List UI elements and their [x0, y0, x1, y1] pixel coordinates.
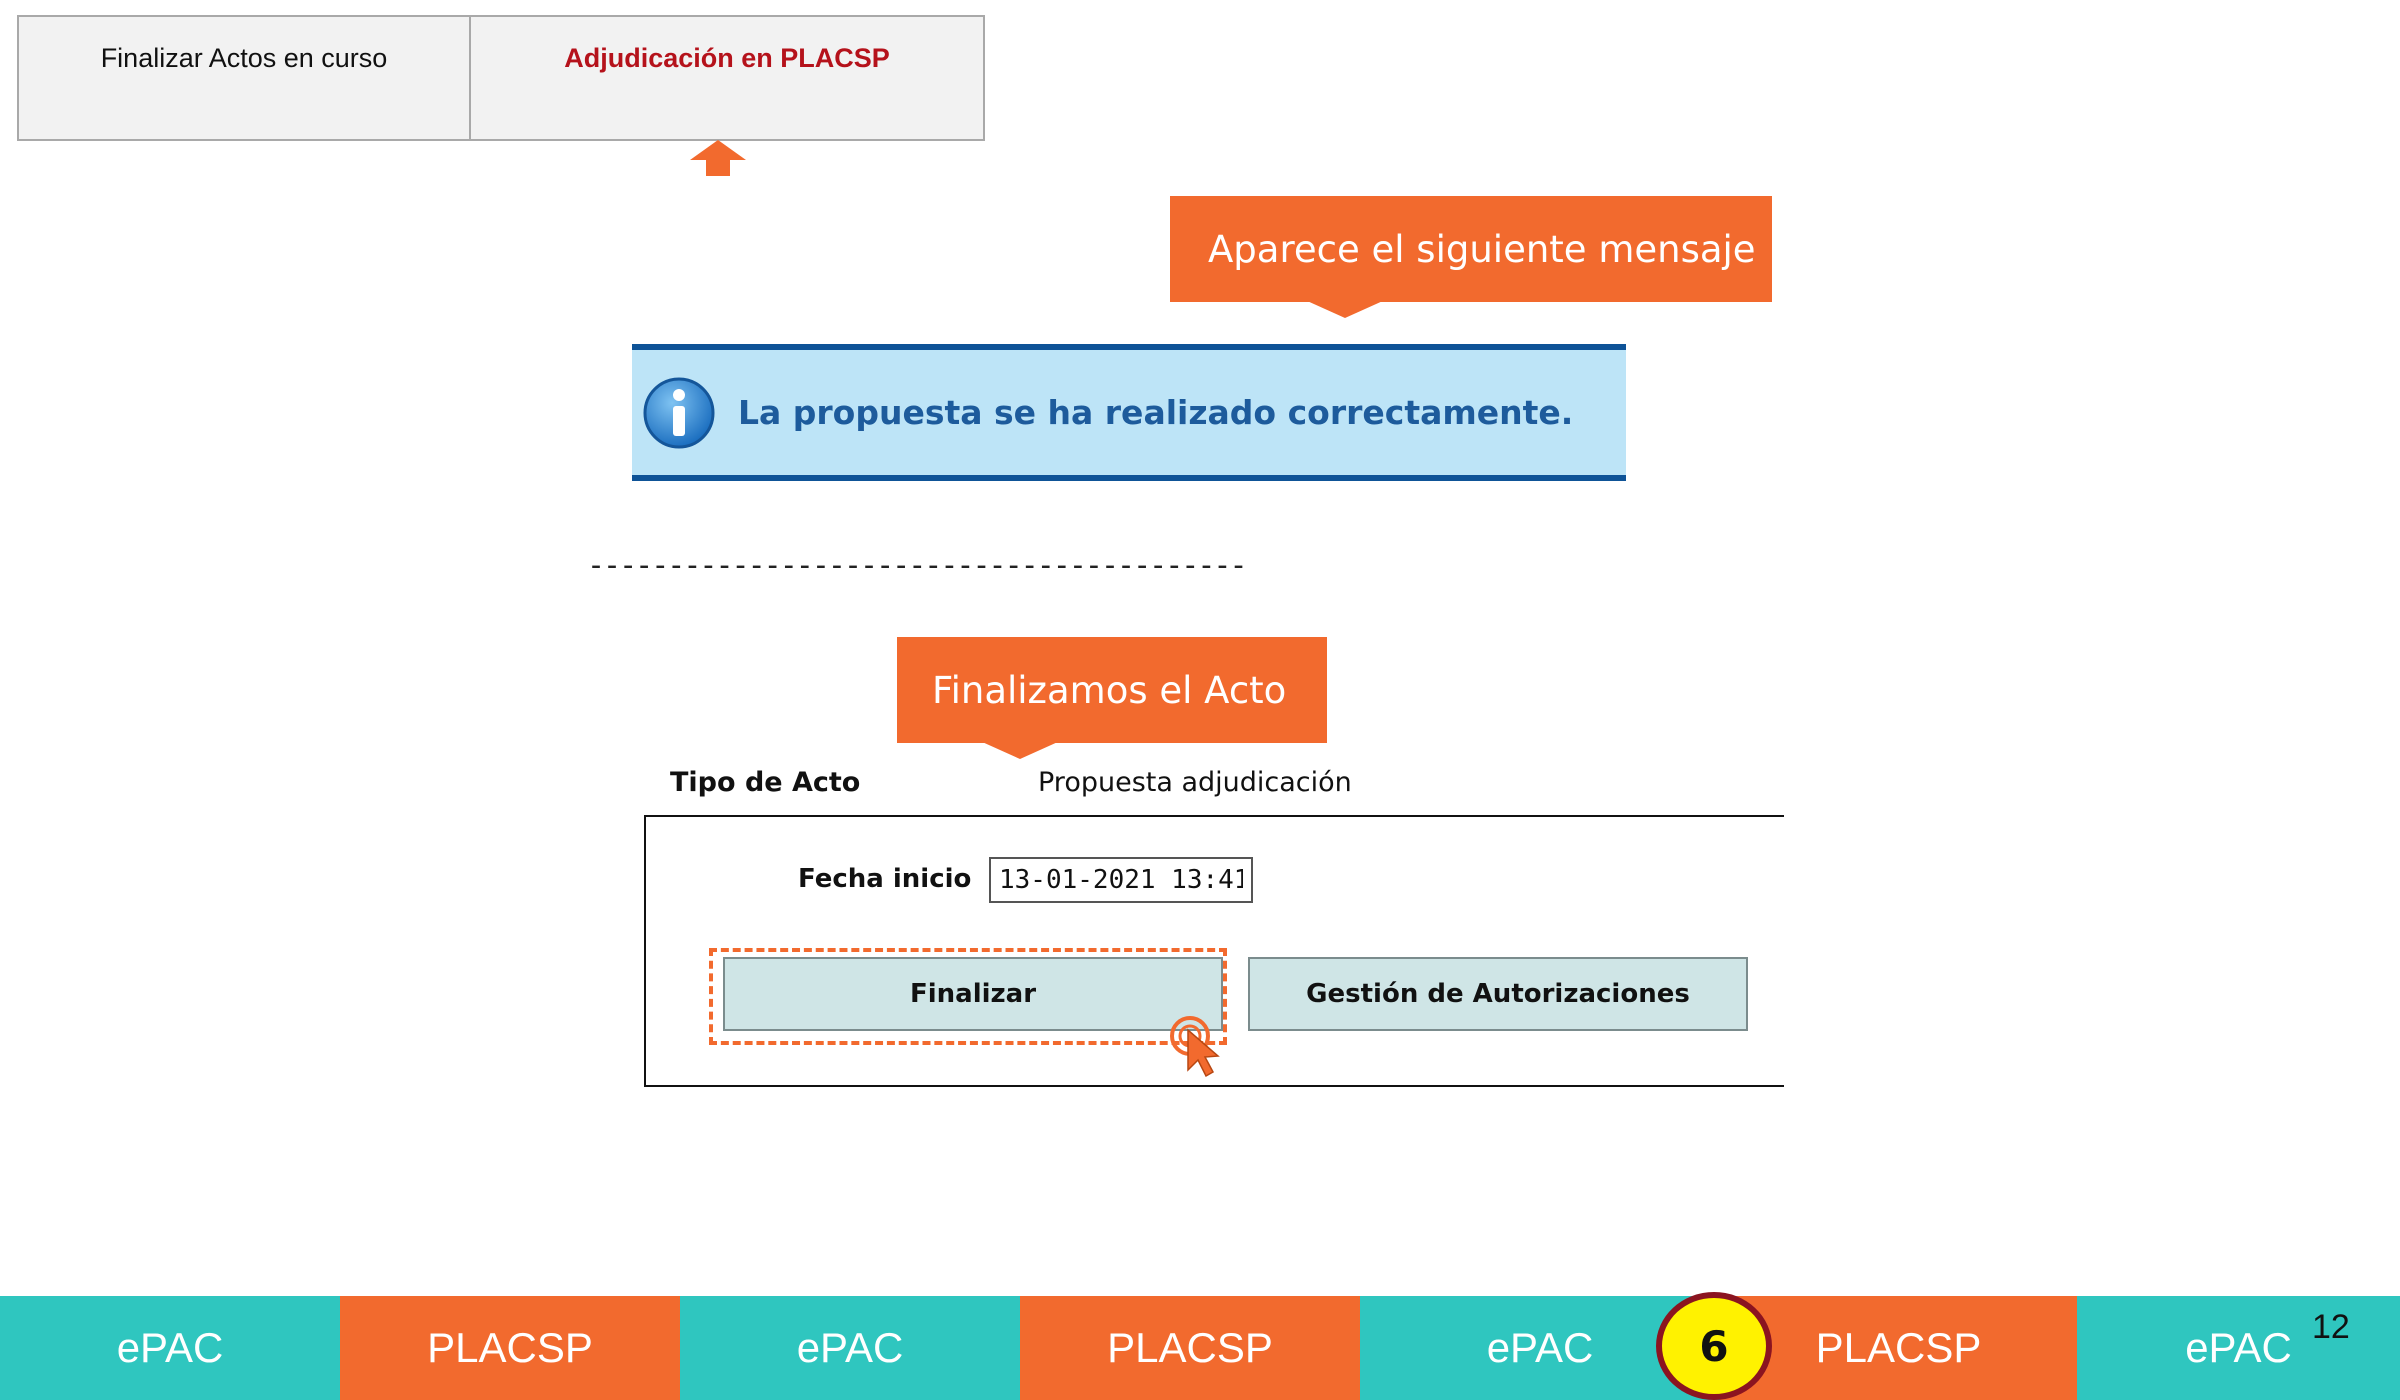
step-segment-placsp-2: PLACSP [1020, 1296, 1360, 1400]
top-tab-bar [17, 15, 985, 141]
finalizar-button[interactable]: Finalizar [723, 957, 1223, 1031]
step-segment-epac-4: ePAC [2077, 1296, 2400, 1400]
callout-message-tail [1305, 300, 1385, 318]
step-segment-epac-3: ePAC [1360, 1296, 1720, 1400]
info-message-text: La propuesta se ha realizado correctamente. [738, 393, 1574, 432]
callout-finalize [897, 637, 1327, 743]
step-segment-epac-1: ePAC [0, 1296, 340, 1400]
gestion-autorizaciones-button[interactable]: Gestión de Autorizaciones [1248, 957, 1748, 1031]
current-step-badge: 6 [1656, 1292, 1772, 1400]
callout-message [1170, 196, 1772, 302]
callout-finalize-text: Finalizamos el Acto [932, 668, 1287, 712]
page-number: 12 [2312, 1308, 2350, 1346]
tipo-acto-value: Propuesta adjudicación [1038, 767, 1352, 798]
callout-message-text: Aparece el siguiente mensaje [1208, 227, 1756, 271]
arrow-up-icon [690, 140, 746, 176]
step-segment-epac-2: ePAC [680, 1296, 1020, 1400]
tipo-acto-label: Tipo de Acto [670, 767, 861, 798]
callout-finalize-tail [980, 741, 1060, 759]
process-steps-bar [0, 1296, 2400, 1400]
separator-line: ----------------------------------------- [587, 548, 1246, 583]
step-segment-placsp-3: PLACSP [1720, 1296, 2077, 1400]
fecha-inicio-input[interactable] [989, 857, 1253, 903]
step-segment-placsp-1: PLACSP [340, 1296, 680, 1400]
fecha-inicio-label: Fecha inicio [798, 864, 972, 894]
info-icon [642, 376, 716, 450]
info-message-banner [632, 344, 1626, 481]
mouse-cursor-icon [1168, 1014, 1228, 1080]
tab-adjudicacion-placsp[interactable]: Adjudicación en PLACSP [564, 43, 890, 73]
tab-finalizar-actos[interactable]: Finalizar Actos en curso [19, 17, 471, 139]
